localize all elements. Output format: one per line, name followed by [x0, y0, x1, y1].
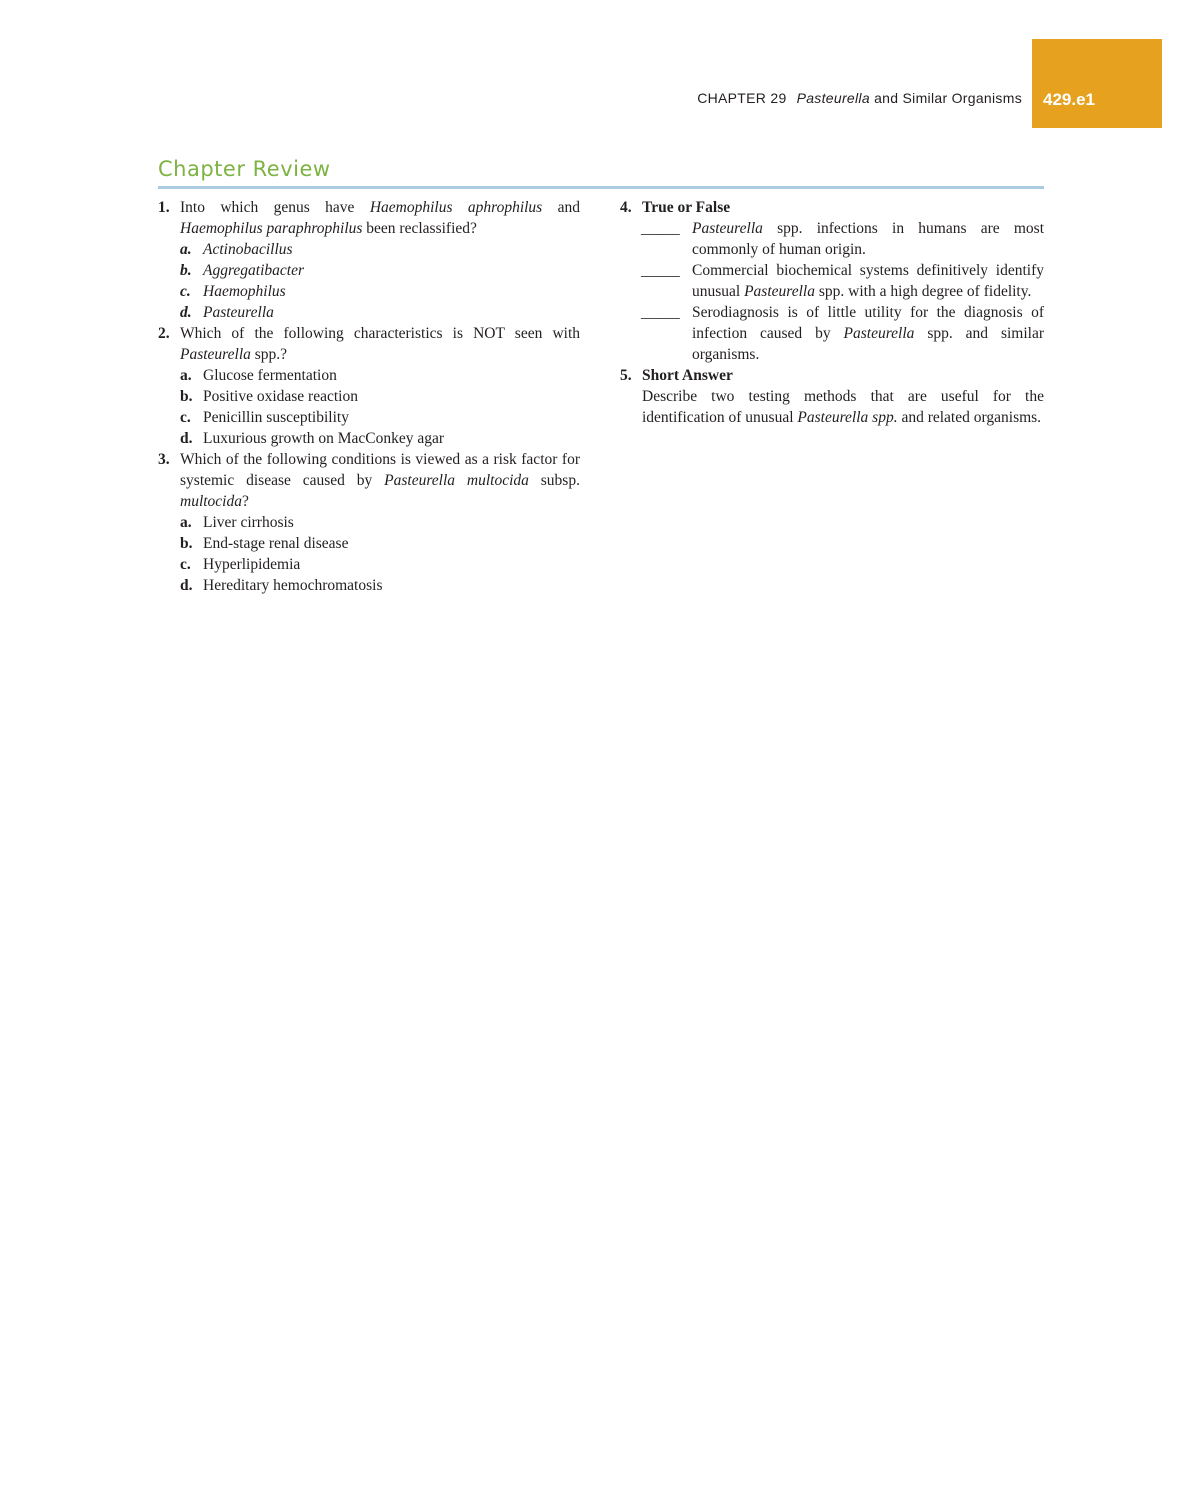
question-text: [180, 449, 580, 512]
question-heading: True or False: [642, 199, 731, 216]
question-2: [158, 323, 580, 365]
question-number: 3.: [158, 451, 170, 468]
text-run: Into which genus have: [180, 199, 370, 216]
option-letter: c.: [180, 283, 191, 300]
text-run: Commercial biochemical systems definitively identify unusual: [692, 262, 1044, 300]
option-letter: b.: [180, 388, 193, 405]
chapter-title-rest: and Similar Organisms: [869, 90, 1022, 106]
answer-option: [158, 554, 580, 575]
answer-blank: _____: [641, 304, 680, 321]
chapter-title-genus: Pasteurella: [796, 90, 870, 106]
option-text: Glucose fermentation: [203, 367, 337, 384]
text-run: Serodiagnosis is of little utility for the diagnosis of infection caused by: [692, 304, 1044, 342]
option-letter: a.: [180, 514, 192, 531]
text-run: and related organisms.: [897, 409, 1042, 426]
answer-option: [158, 533, 580, 554]
text-run: and: [542, 199, 580, 216]
option-text: Hyperlipidemia: [203, 556, 301, 573]
true-false-statement: [620, 302, 1044, 365]
chapter-number: CHAPTER 29: [697, 90, 787, 106]
option-text: Pasteurella: [203, 304, 274, 321]
option-text: Luxurious growth on MacConkey agar: [203, 430, 445, 447]
option-letter: b.: [180, 535, 193, 552]
question-number: 2.: [158, 325, 170, 342]
option-text: Penicillin susceptibility: [203, 409, 349, 426]
true-false-statement: [620, 218, 1044, 260]
italic-run: Pasteurella multocida: [384, 472, 529, 489]
answer-option: [158, 281, 580, 302]
italic-run: Pasteurella: [744, 283, 815, 300]
page-number: 429.e1: [1043, 90, 1095, 109]
text-run: spp.?: [250, 346, 288, 363]
italic-run: Pasteurella: [843, 325, 915, 342]
option-text: Haemophilus: [203, 283, 286, 300]
option-text: Actinobacillus: [203, 241, 293, 258]
answer-option: [158, 386, 580, 407]
text-run: Which of the following characteristics is NOT seen with: [180, 325, 580, 342]
option-letter: c.: [180, 556, 191, 573]
option-text: Aggregatibacter: [203, 262, 305, 279]
option-letter: c.: [180, 409, 191, 426]
question-4: [620, 197, 1044, 218]
answer-blank: _____: [641, 262, 680, 279]
text-run: spp. with a high degree of fidelity.: [814, 283, 1032, 300]
text-run: Describe two testing methods that are useful for the identification of unusual: [642, 388, 1044, 426]
italic-run: Haemophilus paraphrophilus: [180, 220, 363, 237]
text-run: Which of the following conditions is viewed as a risk factor for systemic disease caused by: [180, 451, 580, 489]
text-run: spp. infections in humans are most commonly of human origin.: [692, 220, 1044, 258]
question-heading: Short Answer: [642, 367, 733, 384]
option-letter: d.: [180, 430, 193, 447]
title-rule: [158, 186, 1044, 189]
short-answer-prompt: [620, 386, 1044, 428]
option-letter: a.: [180, 367, 192, 384]
option-letter: a.: [180, 241, 192, 258]
option-text: Liver cirrhosis: [203, 514, 294, 531]
question-text: [180, 323, 580, 365]
question-number: 5.: [620, 367, 632, 384]
option-letter: d.: [180, 577, 193, 594]
question-3: [158, 449, 580, 512]
option-letter: b.: [180, 262, 192, 279]
italic-run: multocida: [180, 493, 242, 510]
page-number-tab: [1032, 39, 1162, 128]
italic-run: Pasteurella: [180, 346, 251, 363]
question-text: [180, 197, 580, 239]
italic-run: Haemophilus aphrophilus: [369, 199, 543, 216]
italic-run: Pasteurella spp.: [797, 409, 898, 426]
text-run: ?: [242, 493, 249, 510]
italic-run: Pasteurella: [692, 220, 763, 237]
chapter-review-title: Chapter Review: [158, 157, 331, 181]
answer-option: [158, 428, 580, 449]
option-text: End-stage renal disease: [203, 535, 349, 552]
answer-option: [158, 365, 580, 386]
text-run: been reclassified?: [362, 220, 477, 237]
question-number: 4.: [620, 199, 632, 216]
answer-blank: _____: [641, 220, 680, 237]
option-letter: d.: [180, 304, 192, 321]
running-header: [697, 90, 1022, 106]
option-text: Hereditary hemochromatosis: [203, 577, 383, 594]
answer-option: [158, 260, 580, 281]
question-5: [620, 365, 1044, 386]
question-number: 1.: [158, 199, 170, 216]
true-false-statement: [620, 260, 1044, 302]
answer-option: [158, 302, 580, 323]
answer-option: [158, 239, 580, 260]
right-column: [620, 197, 1044, 428]
answer-option: [158, 407, 580, 428]
text-run: subsp.: [528, 472, 580, 489]
left-column: [158, 197, 580, 596]
answer-option: [158, 575, 580, 596]
question-1: [158, 197, 580, 239]
text-run: spp. and similar organisms.: [692, 325, 1044, 363]
option-text: Positive oxidase reaction: [203, 388, 358, 405]
answer-option: [158, 512, 580, 533]
